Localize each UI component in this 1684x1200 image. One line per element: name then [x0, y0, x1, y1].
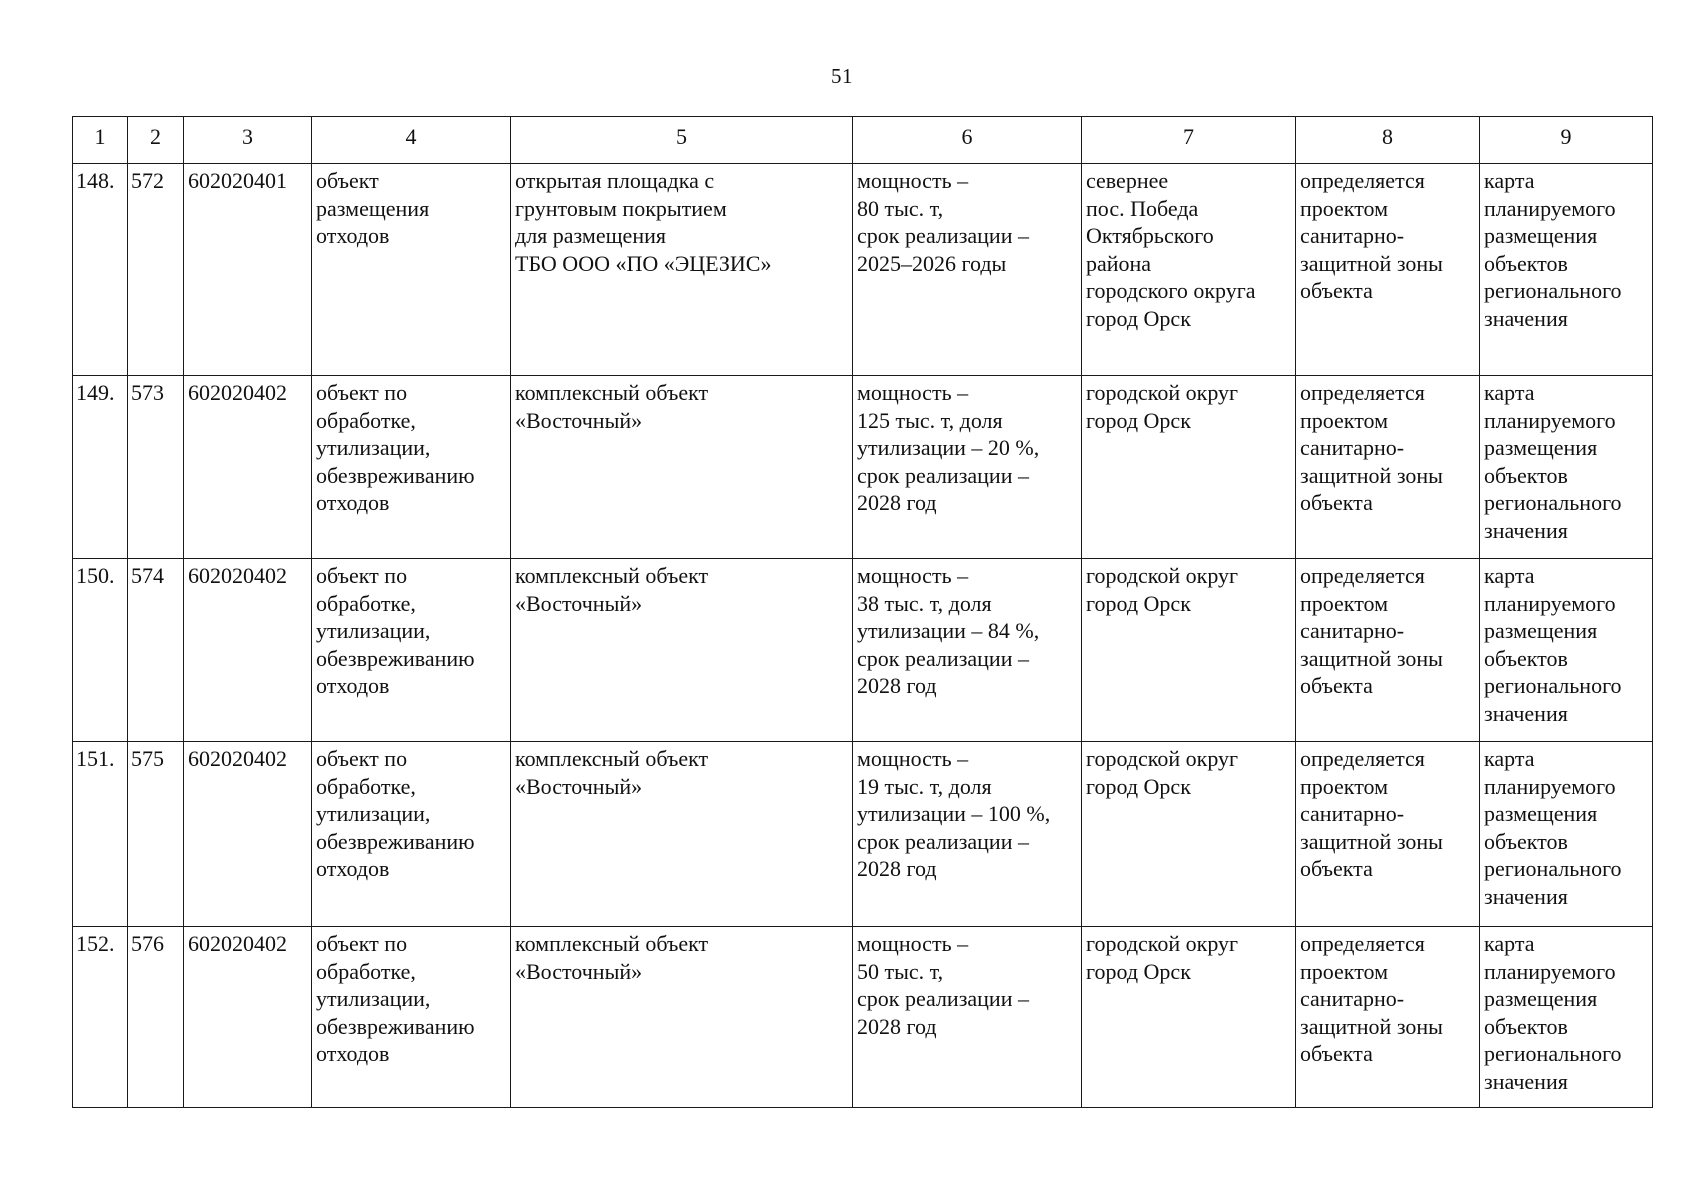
zone-cell: определяется проектом санитарно- защитной зоны объекта	[1296, 927, 1480, 1108]
map-cell: карта планируемого размещения объектов регионального значения	[1480, 376, 1653, 559]
column-header: 5	[511, 117, 853, 164]
characteristics-cell: мощность – 125 тыс. т, доля утилизации – 20 %, срок реализации – 2028 год	[853, 376, 1082, 559]
row-number-cell: 148.	[73, 164, 128, 376]
column-header: 7	[1082, 117, 1296, 164]
object-name-cell: комплексный объект «Восточный»	[511, 559, 853, 742]
object-name-cell: комплексный объект «Восточный»	[511, 742, 853, 927]
table-row	[73, 927, 1653, 1108]
column-header: 9	[1480, 117, 1653, 164]
objects-table	[72, 116, 1653, 1108]
row-number-cell: 149.	[73, 376, 128, 559]
object-type-cell: объект размещения отходов	[312, 164, 511, 376]
row-number-cell: 151.	[73, 742, 128, 927]
object-type-cell: объект по обработке, утилизации, обезвреживанию отходов	[312, 742, 511, 927]
table-row	[73, 742, 1653, 927]
code-cell: 602020402	[184, 742, 312, 927]
item-number-cell: 572	[128, 164, 184, 376]
object-type-cell: объект по обработке, утилизации, обезвреживанию отходов	[312, 927, 511, 1108]
location-cell: городской округ город Орск	[1082, 559, 1296, 742]
column-header: 1	[73, 117, 128, 164]
table-row	[73, 164, 1653, 376]
map-cell: карта планируемого размещения объектов регионального значения	[1480, 559, 1653, 742]
item-number-cell: 573	[128, 376, 184, 559]
item-number-cell: 574	[128, 559, 184, 742]
object-type-cell: объект по обработке, утилизации, обезвреживанию отходов	[312, 376, 511, 559]
zone-cell: определяется проектом санитарно- защитной зоны объекта	[1296, 742, 1480, 927]
zone-cell: определяется проектом санитарно- защитной зоны объекта	[1296, 559, 1480, 742]
location-cell: городской округ город Орск	[1082, 376, 1296, 559]
column-header: 2	[128, 117, 184, 164]
item-number-cell: 575	[128, 742, 184, 927]
characteristics-cell: мощность – 80 тыс. т, срок реализации – 2025–2026 годы	[853, 164, 1082, 376]
location-cell: городской округ город Орск	[1082, 742, 1296, 927]
map-cell: карта планируемого размещения объектов регионального значения	[1480, 927, 1653, 1108]
column-header: 3	[184, 117, 312, 164]
item-number-cell: 576	[128, 927, 184, 1108]
object-name-cell: открытая площадка с грунтовым покрытием для размещения ТБО ООО «ПО «ЭЦЕЗИС»	[511, 164, 853, 376]
location-cell: городской округ город Орск	[1082, 927, 1296, 1108]
code-cell: 602020402	[184, 927, 312, 1108]
zone-cell: определяется проектом санитарно- защитной зоны объекта	[1296, 164, 1480, 376]
map-cell: карта планируемого размещения объектов регионального значения	[1480, 742, 1653, 927]
zone-cell: определяется проектом санитарно- защитной зоны объекта	[1296, 376, 1480, 559]
row-number-cell: 150.	[73, 559, 128, 742]
location-cell: севернее пос. Победа Октябрьского района городского округа город Орск	[1082, 164, 1296, 376]
characteristics-cell: мощность – 50 тыс. т, срок реализации – 2028 год	[853, 927, 1082, 1108]
map-cell: карта планируемого размещения объектов регионального значения	[1480, 164, 1653, 376]
code-cell: 602020401	[184, 164, 312, 376]
column-header: 4	[312, 117, 511, 164]
page-number: 51	[831, 64, 853, 88]
row-number-cell: 152.	[73, 927, 128, 1108]
object-name-cell: комплексный объект «Восточный»	[511, 927, 853, 1108]
code-cell: 602020402	[184, 559, 312, 742]
characteristics-cell: мощность – 38 тыс. т, доля утилизации – 84 %, срок реализации – 2028 год	[853, 559, 1082, 742]
object-type-cell: объект по обработке, утилизации, обезвреживанию отходов	[312, 559, 511, 742]
column-header: 6	[853, 117, 1082, 164]
table-row	[73, 376, 1653, 559]
table-header-row	[73, 117, 1653, 164]
characteristics-cell: мощность – 19 тыс. т, доля утилизации – 100 %, срок реализации – 2028 год	[853, 742, 1082, 927]
table-row	[73, 559, 1653, 742]
column-header: 8	[1296, 117, 1480, 164]
object-name-cell: комплексный объект «Восточный»	[511, 376, 853, 559]
code-cell: 602020402	[184, 376, 312, 559]
